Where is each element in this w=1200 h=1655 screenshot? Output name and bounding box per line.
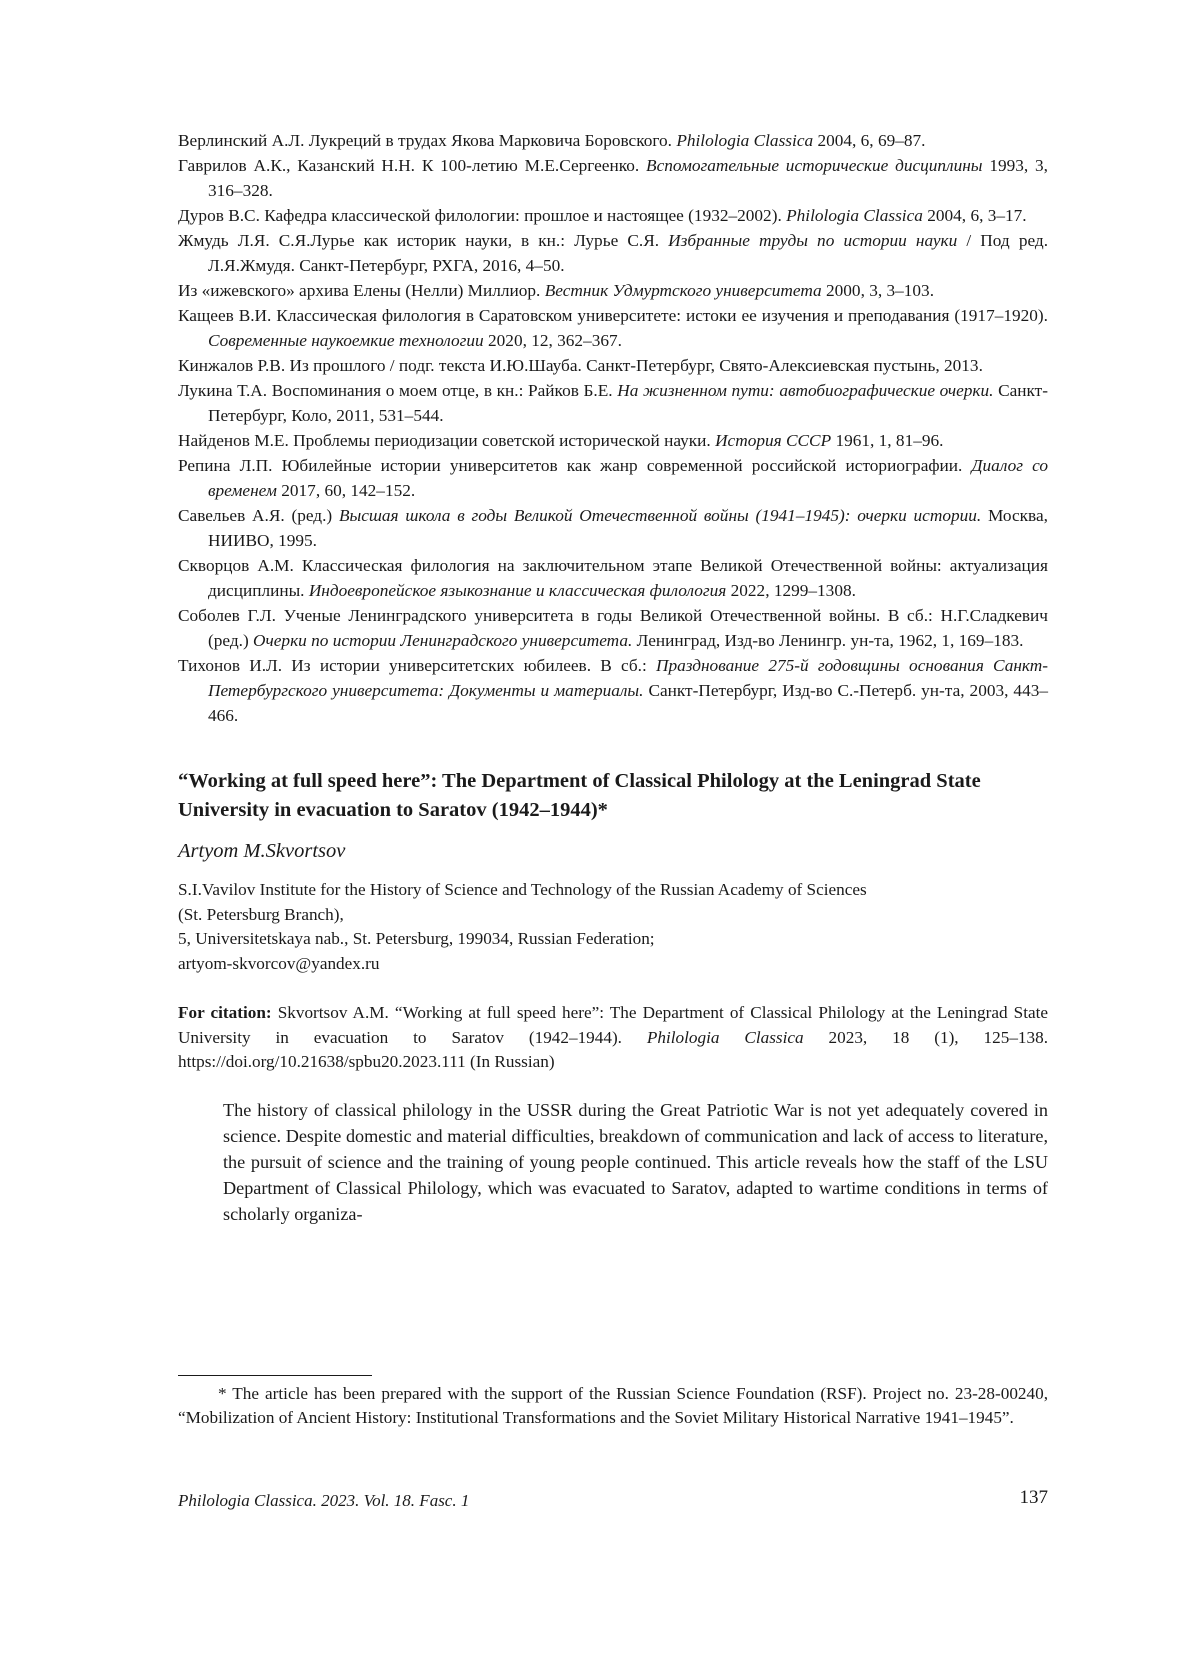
- journal-footer: Philologia Classica. 2023. Vol. 18. Fasc. 1: [178, 1491, 470, 1510]
- article-author: Artyom M.Skvortsov: [178, 840, 346, 862]
- reference-item: Соболев Г.Л. Ученые Ленинградского университета в годы Великой Отечественной войны. В сб.: Н.Г.Сладкевич (ред.) Очерки по истории Ленинградского университета. Ленинград, Изд-во Ленингр. ун-та, 1962, 1, 169–183.: [178, 606, 1048, 650]
- footnote-divider: [178, 1375, 372, 1376]
- reference-list: [178, 128, 1048, 728]
- footnote: * The article has been prepared with the support of the Russian Science Foundation (RSF). Project no. 23-28-00240, “Mobilization of Ancient History: Institutional Transformations and the Soviet Military Historical Narrative 1941–1945”.: [178, 1384, 1048, 1427]
- page-content: [178, 128, 1048, 1227]
- affiliation-line: S.I.Vavilov Institute for the History of Science and Technology of the Russian Academy of Sciences: [178, 880, 867, 899]
- reference-item: Тихонов И.Л. Из истории университетских юбилеев. В сб.: Празднование 275-й годовщины основания Санкт-Петербургского университета: Документы и материалы. Санкт-Петербург, Изд-во С.-Петерб. ун-та, 2003, 443–466.: [178, 656, 1049, 725]
- reference-item: Лукина Т.А. Воспоминания о моем отце, в кн.: Райков Б.Е. На жизненном пути: автобиографические очерки. Санкт-Петербург, Коло, 2011, 531–544.: [178, 381, 1048, 425]
- reference-item: Скворцов А.М. Классическая филология на заключительном этапе Великой Отечественной войны: актуализация дисциплины. Индоевропейское языкознание и классическая филология 2022, 1299–1308.: [178, 556, 1048, 600]
- reference-item: Найденов М.Е. Проблемы периодизации советской исторической науки. История СССР 1961, 1, 81–96.: [178, 431, 944, 450]
- reference-item: Верлинский А.Л. Лукреций в трудах Якова Марковича Боровского. Philologia Classica 2004, 6, 69–87.: [178, 131, 926, 150]
- article-title: “Working at full speed here”: The Department of Classical Philology at the Leningrad State University in evacuation to Saratov (1942–1944)*: [178, 770, 981, 821]
- reference-item: Кащеев В.И. Классическая филология в Саратовском университете: истоки ее изучения и преподавания (1917–1920). Современные наукоемкие технологии 2020, 12, 362–367.: [178, 306, 1048, 350]
- reference-item: Жмудь Л.Я. С.Я.Лурье как историк науки, в кн.: Лурье С.Я. Избранные труды по истории науки / Под ред. Л.Я.Жмудя. Санкт-Петербург, РХГА, 2016, 4–50.: [178, 231, 1049, 275]
- reference-item: Савельев А.Я. (ред.) Высшая школа в годы Великой Отечественной войны (1941–1945): очерки истории. Москва, НИИВО, 1995.: [178, 506, 1048, 550]
- citation-label: For citation:: [178, 1003, 272, 1022]
- reference-item: Репина Л.П. Юбилейные истории университетов как жанр современной российской историографии. Диалог со временем 2017, 60, 142–152.: [178, 456, 1048, 500]
- affiliation-line: 5, Universitetskaya nab., St. Petersburg, 199034, Russian Federation;: [178, 929, 655, 948]
- reference-item: Дуров В.С. Кафедра классической филологии: прошлое и настоящее (1932–2002). Philologia Classica 2004, 6, 3–17.: [178, 206, 1027, 225]
- author-email[interactable]: artyom-skvorcov@yandex.ru: [178, 953, 380, 973]
- affiliation-line: (St. Petersburg Branch),: [178, 904, 344, 924]
- abstract: The history of classical philology in the USSR during the Great Patriotic War is not yet adequately covered in science. Despite domestic and material difficulties, breakdown of communication and lack of access to literature, the pursuit of science and the training of young people continued. This article reveals how the staff of the LSU Department of Classical Philology, which was evacuated to Saratov, adapted to wartime conditions in terms of scholarly organiza-: [223, 1099, 1048, 1224]
- reference-item: Кинжалов Р.В. Из прошлого / подг. текста И.Ю.Шауба. Санкт-Петербург, Свято-Алексиевская пустынь, 2013.: [178, 356, 983, 375]
- citation-block: For citation: Skvortsov A.M. “Working at full speed here”: The Department of Classical Philology at the Leningrad State University in evacuation to Saratov (1942–1944). Philologia Classica 2023, 18 (1), 125–138. https://doi.org/10.21638/spbu20.2023.111 (In Russian): [178, 1003, 1048, 1071]
- reference-item: Из «ижевского» архива Елены (Нелли) Миллиор. Вестник Удмуртского университета 2000, 3, 3–103.: [178, 281, 935, 300]
- page-number: 137: [1019, 1487, 1048, 1508]
- author-affiliation: [178, 878, 1048, 976]
- reference-item: Гаврилов А.К., Казанский Н.Н. К 100-летию М.Е.Сергеенко. Вспомогательные исторические дисциплины 1993, 3, 316–328.: [178, 156, 1048, 200]
